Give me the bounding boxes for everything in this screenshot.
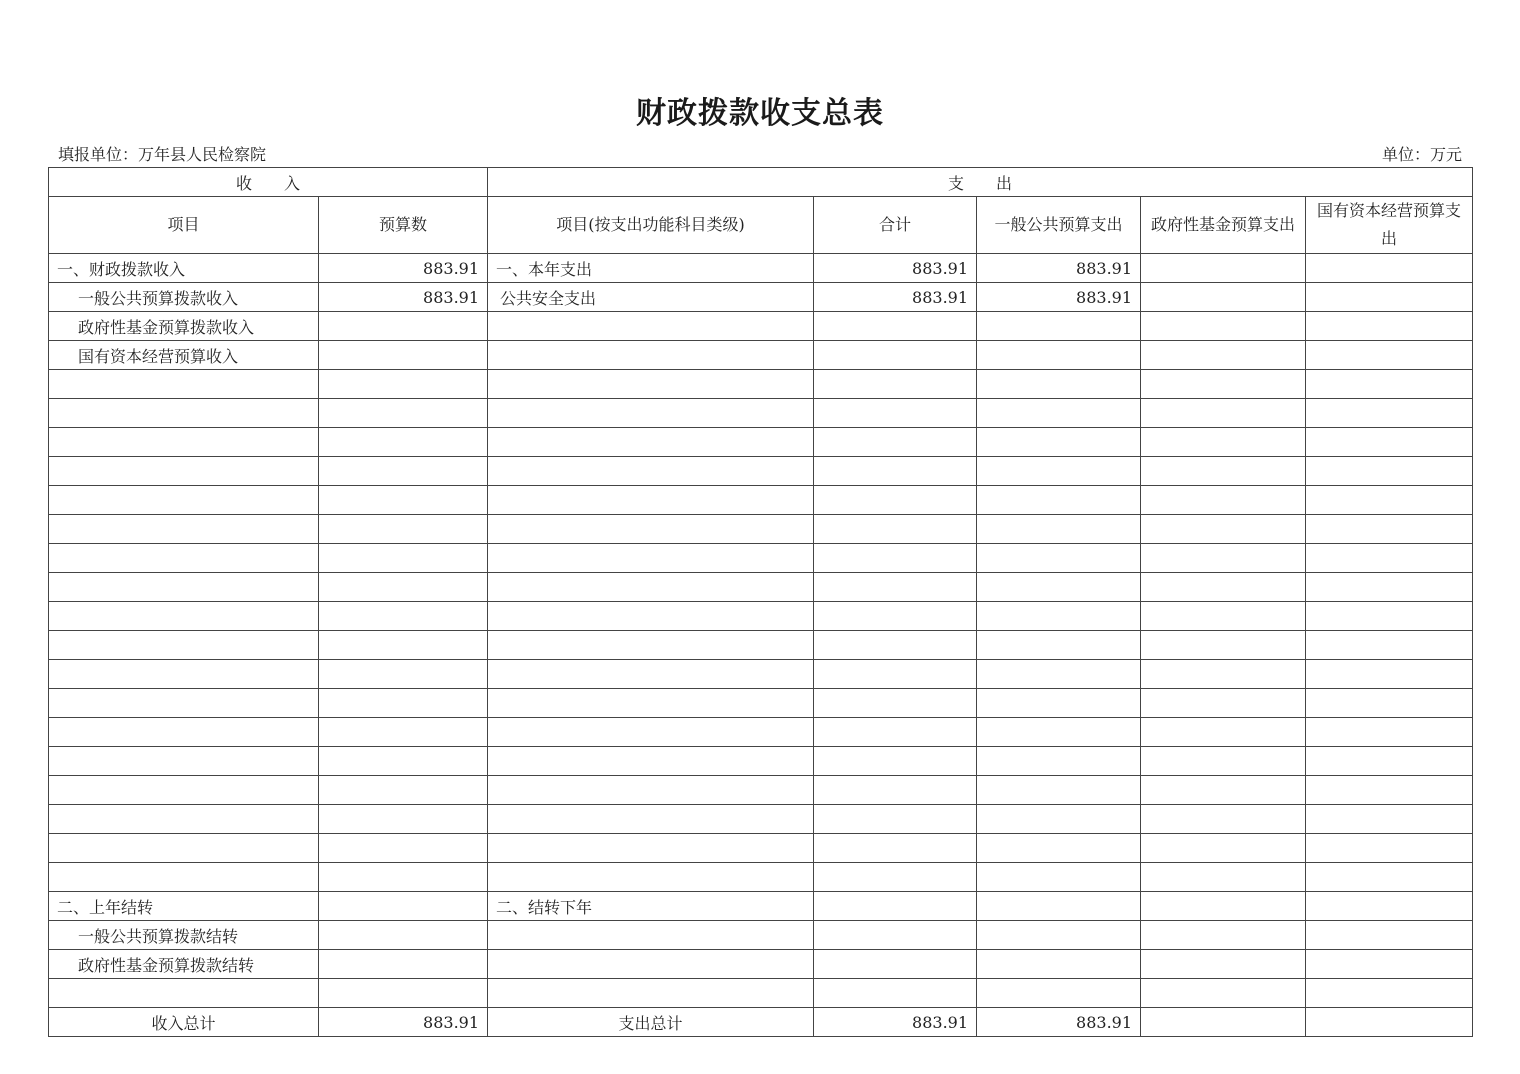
expense-total-cell bbox=[814, 689, 977, 718]
expense-fund-cell bbox=[1141, 457, 1306, 486]
table-row bbox=[49, 312, 1473, 341]
expense-item-cell bbox=[488, 921, 814, 950]
expense-item-cell: 二、结转下年 bbox=[488, 892, 814, 921]
income-budget-cell bbox=[319, 921, 488, 950]
income-budget-cell bbox=[319, 486, 488, 515]
income-budget-cell bbox=[319, 428, 488, 457]
table-row bbox=[49, 544, 1473, 573]
expense-state-cell bbox=[1306, 834, 1473, 863]
expense-state-cell bbox=[1306, 370, 1473, 399]
expense-total-cell bbox=[814, 428, 977, 457]
page-title: 财政拨款收支总表 bbox=[636, 96, 884, 131]
expense-fund-cell bbox=[1141, 950, 1306, 979]
expense-fund-cell bbox=[1141, 602, 1306, 631]
expense-item-cell bbox=[488, 950, 814, 979]
table-row bbox=[49, 283, 1473, 312]
expense-item-cell bbox=[488, 805, 814, 834]
table-row bbox=[49, 341, 1473, 370]
expense-fund-cell bbox=[1141, 254, 1306, 283]
income-item-cell: 政府性基金预算拨款结转 bbox=[49, 950, 319, 979]
income-budget-cell bbox=[319, 776, 488, 805]
expense-total-cell bbox=[814, 718, 977, 747]
income-budget-cell bbox=[319, 660, 488, 689]
expense-total-cell bbox=[814, 892, 977, 921]
expense-total-cell bbox=[814, 399, 977, 428]
table-row bbox=[49, 602, 1473, 631]
table-row bbox=[49, 370, 1473, 399]
expense-fund-cell bbox=[1141, 892, 1306, 921]
expense-total-cell bbox=[814, 457, 977, 486]
income-item-cell bbox=[49, 428, 319, 457]
expense-fund-total bbox=[1141, 1008, 1306, 1037]
expense-state-cell bbox=[1306, 486, 1473, 515]
income-item-cell: 政府性基金预算拨款收入 bbox=[49, 312, 319, 341]
expense-item-cell bbox=[488, 370, 814, 399]
expense-general-cell bbox=[977, 776, 1141, 805]
expense-state-cell bbox=[1306, 602, 1473, 631]
expense-item-cell bbox=[488, 515, 814, 544]
income-item-cell bbox=[49, 544, 319, 573]
budget-table bbox=[48, 167, 1473, 1037]
expense-item-cell bbox=[488, 631, 814, 660]
expense-item-cell bbox=[488, 486, 814, 515]
expense-state-cell bbox=[1306, 254, 1473, 283]
expense-state-cell bbox=[1306, 428, 1473, 457]
income-budget-cell: 883.91 bbox=[319, 254, 488, 283]
income-item-cell bbox=[49, 457, 319, 486]
expense-state-cell bbox=[1306, 805, 1473, 834]
expense-fund-cell bbox=[1141, 283, 1306, 312]
expense-fund-cell bbox=[1141, 370, 1306, 399]
expense-fund-cell bbox=[1141, 921, 1306, 950]
expense-group-header: 支 出 bbox=[488, 168, 1473, 197]
table-row bbox=[49, 660, 1473, 689]
table-row bbox=[49, 863, 1473, 892]
expense-fund-cell bbox=[1141, 718, 1306, 747]
income-item-cell bbox=[49, 515, 319, 544]
expense-fund-cell bbox=[1141, 979, 1306, 1008]
income-budget-cell bbox=[319, 718, 488, 747]
expense-item-cell bbox=[488, 660, 814, 689]
expense-state-cell bbox=[1306, 399, 1473, 428]
income-item-cell bbox=[49, 660, 319, 689]
income-budget-cell bbox=[319, 341, 488, 370]
expense-general-cell bbox=[977, 457, 1141, 486]
expense-item-cell bbox=[488, 718, 814, 747]
expense-total-label: 支出总计 bbox=[488, 1008, 814, 1037]
table-row bbox=[49, 950, 1473, 979]
table-row bbox=[49, 776, 1473, 805]
income-item-cell bbox=[49, 689, 319, 718]
income-budget-cell bbox=[319, 515, 488, 544]
expense-general-cell bbox=[977, 428, 1141, 457]
income-item-cell bbox=[49, 718, 319, 747]
expense-state-cell bbox=[1306, 863, 1473, 892]
table-row bbox=[49, 399, 1473, 428]
expense-general-cell bbox=[977, 747, 1141, 776]
expense-total-cell bbox=[814, 950, 977, 979]
expense-item-cell bbox=[488, 341, 814, 370]
expense-state-total bbox=[1306, 1008, 1473, 1037]
expense-state-cell bbox=[1306, 979, 1473, 1008]
table-row bbox=[49, 486, 1473, 515]
expense-item-cell bbox=[488, 747, 814, 776]
expense-state-cell bbox=[1306, 660, 1473, 689]
expense-total-cell bbox=[814, 805, 977, 834]
expense-total-cell bbox=[814, 834, 977, 863]
income-item-cell bbox=[49, 979, 319, 1008]
expense-total-cell bbox=[814, 544, 977, 573]
table-row bbox=[49, 457, 1473, 486]
income-item-cell bbox=[49, 370, 319, 399]
expense-total-cell bbox=[814, 660, 977, 689]
expense-item-cell bbox=[488, 428, 814, 457]
expense-item-cell bbox=[488, 457, 814, 486]
expense-item-cell bbox=[488, 689, 814, 718]
column-header-row bbox=[49, 197, 1473, 254]
expense-total-cell bbox=[814, 863, 977, 892]
income-budget-cell bbox=[319, 689, 488, 718]
expense-fund-cell bbox=[1141, 312, 1306, 341]
currency-unit: 单位：万元 bbox=[1381, 145, 1462, 164]
expense-total-cell bbox=[814, 573, 977, 602]
expense-fund-cell bbox=[1141, 805, 1306, 834]
expense-fund-cell bbox=[1141, 399, 1306, 428]
group-header-row bbox=[49, 168, 1473, 197]
expense-item-cell bbox=[488, 399, 814, 428]
expense-state-cell bbox=[1306, 892, 1473, 921]
expense-fund-cell bbox=[1141, 776, 1306, 805]
table-row bbox=[49, 515, 1473, 544]
income-group-header: 收 入 bbox=[49, 168, 488, 197]
expense-general-cell bbox=[977, 312, 1141, 341]
income-item-cell bbox=[49, 631, 319, 660]
expense-item-cell bbox=[488, 863, 814, 892]
expense-general-cell bbox=[977, 689, 1141, 718]
expense-state-cell bbox=[1306, 689, 1473, 718]
reporting-unit: 填报单位：万年县人民检察院 bbox=[58, 145, 267, 164]
expense-state-cell bbox=[1306, 921, 1473, 950]
expense-total-cell bbox=[814, 921, 977, 950]
expense-general-cell bbox=[977, 399, 1141, 428]
expense-total-cell bbox=[814, 747, 977, 776]
expense-fund-cell bbox=[1141, 573, 1306, 602]
income-budget-cell bbox=[319, 979, 488, 1008]
expense-general-cell bbox=[977, 341, 1141, 370]
income-budget-cell bbox=[319, 747, 488, 776]
expense-fund-cell bbox=[1141, 428, 1306, 457]
expense-general-cell bbox=[977, 718, 1141, 747]
table-row bbox=[49, 834, 1473, 863]
expense-item-cell bbox=[488, 602, 814, 631]
expense-general-cell: 883.91 bbox=[977, 254, 1141, 283]
income-budget-cell bbox=[319, 834, 488, 863]
expense-item-cell bbox=[488, 312, 814, 341]
income-item-cell bbox=[49, 399, 319, 428]
expense-total-cell bbox=[814, 312, 977, 341]
expense-state-cell bbox=[1306, 573, 1473, 602]
expense-general-cell bbox=[977, 660, 1141, 689]
expense-state-cell bbox=[1306, 457, 1473, 486]
expense-fund-cell bbox=[1141, 660, 1306, 689]
income-budget-cell bbox=[319, 573, 488, 602]
income-budget-cell: 883.91 bbox=[319, 283, 488, 312]
income-item-cell: 一、财政拨款收入 bbox=[49, 254, 319, 283]
expense-fund-cell bbox=[1141, 834, 1306, 863]
table-row bbox=[49, 573, 1473, 602]
expense-total-cell bbox=[814, 515, 977, 544]
table-row bbox=[49, 631, 1473, 660]
income-item-cell bbox=[49, 602, 319, 631]
income-item-cell: 一般公共预算拨款收入 bbox=[49, 283, 319, 312]
totals-row bbox=[49, 1008, 1473, 1037]
expense-state-cell bbox=[1306, 341, 1473, 370]
table-row bbox=[49, 428, 1473, 457]
expense-state-cell bbox=[1306, 515, 1473, 544]
income-item-cell: 国有资本经营预算收入 bbox=[49, 341, 319, 370]
table-row bbox=[49, 805, 1473, 834]
income-item-cell bbox=[49, 486, 319, 515]
expense-fund-cell bbox=[1141, 544, 1306, 573]
table-row bbox=[49, 254, 1473, 283]
income-item-cell bbox=[49, 573, 319, 602]
income-budget-cell bbox=[319, 370, 488, 399]
col-header-general: 一般公共预算支出 bbox=[977, 197, 1141, 254]
expense-fund-cell bbox=[1141, 515, 1306, 544]
income-budget-cell bbox=[319, 631, 488, 660]
col-header-fund: 政府性基金预算支出 bbox=[1141, 197, 1306, 254]
col-header-expense-item: 项目(按支出功能科目类级) bbox=[488, 197, 814, 254]
table-row bbox=[49, 892, 1473, 921]
expense-item-cell bbox=[488, 776, 814, 805]
expense-item-cell: 公共安全支出 bbox=[488, 283, 814, 312]
table-row bbox=[49, 979, 1473, 1008]
income-budget-cell bbox=[319, 892, 488, 921]
expense-general-cell bbox=[977, 544, 1141, 573]
income-item-cell bbox=[49, 834, 319, 863]
expense-total-cell bbox=[814, 370, 977, 399]
expense-total-cell bbox=[814, 776, 977, 805]
table-row bbox=[49, 921, 1473, 950]
expense-item-cell bbox=[488, 979, 814, 1008]
expense-general-cell bbox=[977, 515, 1141, 544]
expense-state-cell bbox=[1306, 776, 1473, 805]
expense-state-cell bbox=[1306, 950, 1473, 979]
income-item-cell: 二、上年结转 bbox=[49, 892, 319, 921]
income-item-cell bbox=[49, 863, 319, 892]
expense-total-value: 883.91 bbox=[814, 1008, 977, 1037]
col-header-item: 项目 bbox=[49, 197, 319, 254]
col-header-budget: 预算数 bbox=[319, 197, 488, 254]
expense-general-cell: 883.91 bbox=[977, 283, 1141, 312]
expense-general-cell bbox=[977, 979, 1141, 1008]
expense-fund-cell bbox=[1141, 486, 1306, 515]
expense-fund-cell bbox=[1141, 747, 1306, 776]
income-budget-cell bbox=[319, 457, 488, 486]
expense-total-cell bbox=[814, 602, 977, 631]
expense-item-cell bbox=[488, 573, 814, 602]
expense-state-cell bbox=[1306, 283, 1473, 312]
income-budget-cell bbox=[319, 950, 488, 979]
expense-item-cell bbox=[488, 834, 814, 863]
expense-fund-cell bbox=[1141, 631, 1306, 660]
expense-general-cell bbox=[977, 370, 1141, 399]
income-item-cell bbox=[49, 747, 319, 776]
expense-general-cell bbox=[977, 950, 1141, 979]
table-row bbox=[49, 689, 1473, 718]
expense-general-cell bbox=[977, 863, 1141, 892]
col-header-total: 合计 bbox=[814, 197, 977, 254]
expense-general-cell bbox=[977, 602, 1141, 631]
col-header-state: 国有资本经营预算支出 bbox=[1306, 197, 1473, 254]
income-budget-cell bbox=[319, 544, 488, 573]
income-budget-cell bbox=[319, 602, 488, 631]
expense-state-cell bbox=[1306, 312, 1473, 341]
expense-total-cell bbox=[814, 486, 977, 515]
table-row bbox=[49, 747, 1473, 776]
income-item-cell bbox=[49, 805, 319, 834]
expense-state-cell bbox=[1306, 747, 1473, 776]
expense-general-cell bbox=[977, 486, 1141, 515]
expense-general-cell bbox=[977, 834, 1141, 863]
expense-fund-cell bbox=[1141, 341, 1306, 370]
expense-general-cell bbox=[977, 573, 1141, 602]
income-budget-cell bbox=[319, 863, 488, 892]
expense-general-total: 883.91 bbox=[977, 1008, 1141, 1037]
income-budget-cell bbox=[319, 399, 488, 428]
expense-state-cell bbox=[1306, 718, 1473, 747]
expense-total-cell: 883.91 bbox=[814, 283, 977, 312]
expense-item-cell bbox=[488, 544, 814, 573]
expense-general-cell bbox=[977, 631, 1141, 660]
expense-total-cell bbox=[814, 979, 977, 1008]
income-total-label: 收入总计 bbox=[49, 1008, 319, 1037]
income-budget-cell bbox=[319, 312, 488, 341]
income-item-cell: 一般公共预算拨款结转 bbox=[49, 921, 319, 950]
income-budget-cell bbox=[319, 805, 488, 834]
table-row bbox=[49, 718, 1473, 747]
expense-state-cell bbox=[1306, 631, 1473, 660]
expense-general-cell bbox=[977, 921, 1141, 950]
expense-fund-cell bbox=[1141, 689, 1306, 718]
expense-total-cell bbox=[814, 341, 977, 370]
expense-general-cell bbox=[977, 892, 1141, 921]
expense-total-cell bbox=[814, 631, 977, 660]
expense-state-cell bbox=[1306, 544, 1473, 573]
expense-total-cell: 883.91 bbox=[814, 254, 977, 283]
expense-item-cell: 一、本年支出 bbox=[488, 254, 814, 283]
expense-general-cell bbox=[977, 805, 1141, 834]
income-item-cell bbox=[49, 776, 319, 805]
expense-fund-cell bbox=[1141, 863, 1306, 892]
income-total-value: 883.91 bbox=[319, 1008, 488, 1037]
